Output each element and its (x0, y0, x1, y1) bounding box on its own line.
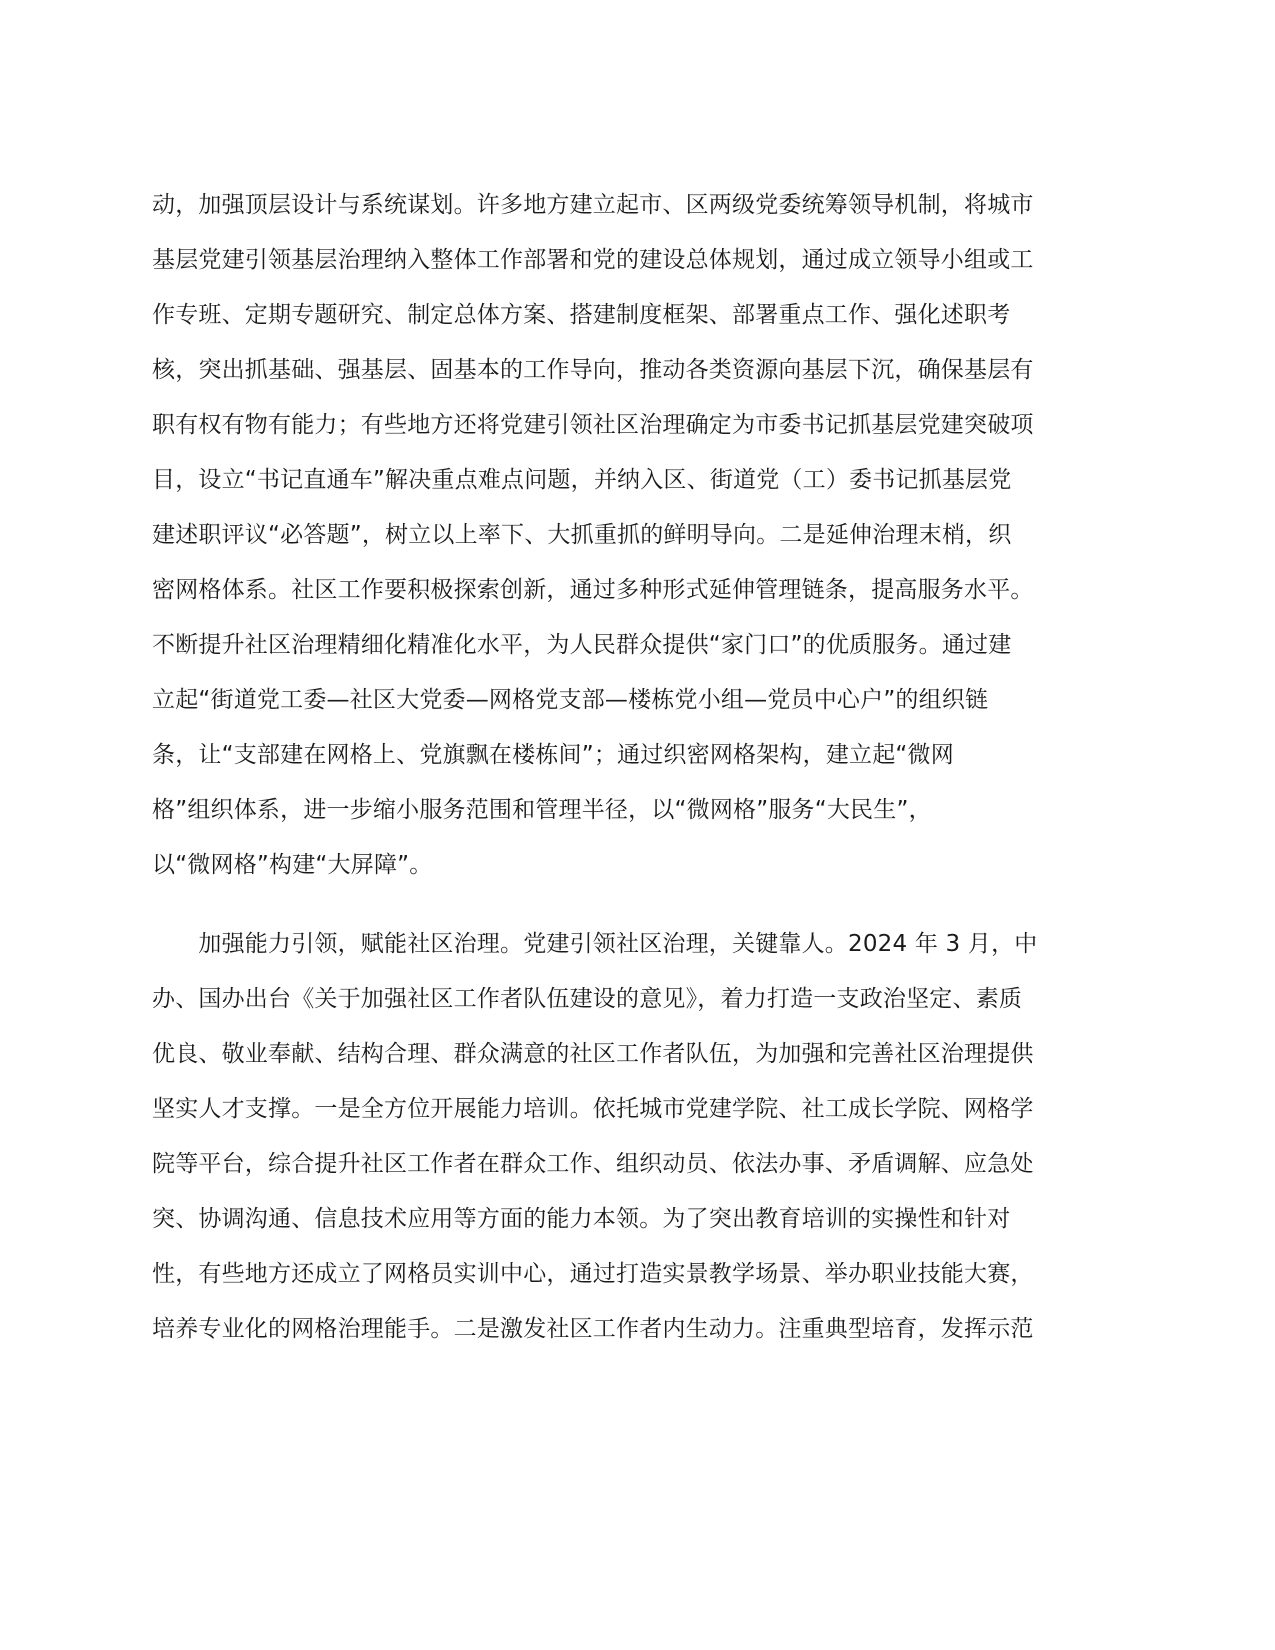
text-line: 基层党建引领基层治理纳入整体工作部署和党的建设总体规划，通过成立领导小组或工 (152, 247, 1034, 273)
text-line: 职有权有物有能力；有些地方还将党建引领社区治理确定为市委书记抓基层党建突破项 (152, 412, 1034, 438)
text-line: 以“微网格”构建“大屏障”。 (152, 852, 433, 878)
text-line: 建述职评议“必答题”，树立以上率下、大抓重抓的鲜明导向。二是延伸治理末梢，织 (152, 522, 1012, 548)
text-line: 密网格体系。社区工作要积极探索创新，通过多种形式延伸管理链条，提高服务水平。 (152, 577, 1034, 603)
text-line: 不断提升社区治理精细化精准化水平，为人民群众提供“家门口”的优质服务。通过建 (152, 632, 1012, 658)
text-line: 格”组织体系，进一步缩小服务范围和管理半径，以“微网格”服务“大民生”， (152, 797, 932, 823)
text-line: 目，设立“书记直通车”解决重点难点问题，并纳入区、街道党（工）委书记抓基层党 (152, 467, 1012, 493)
text-line: 性，有些地方还成立了网格员实训中心，通过打造实景教学场景、举办职业技能大赛， (152, 1261, 1034, 1287)
text-line: 动，加强顶层设计与系统谋划。许多地方建立起市、区两级党委统筹领导机制，将城市 (152, 192, 1034, 218)
text-line: 优良、敬业奉献、结构合理、群众满意的社区工作者队伍，为加强和完善社区治理提供 (152, 1041, 1034, 1067)
text-line: 培养专业化的网格治理能手。二是激发社区工作者内生动力。注重典型培育，发挥示范 (152, 1316, 1034, 1342)
text-line: 坚实人才支撑。一是全方位开展能力培训。依托城市党建学院、社工成长学院、网格学 (152, 1096, 1034, 1122)
text-line: 立起“街道党工委—社区大党委—网格党支部—楼栋党小组—党员中心户”的组织链 (152, 687, 989, 713)
paragraph-first-line: 加强能力引领，赋能社区治理。党建引领社区治理，关键靠人。2024 年 3 月，中 (152, 931, 1038, 957)
text-line: 核，突出抓基础、强基层、固基本的工作导向，推动各类资源向基层下沉，确保基层有 (152, 357, 1034, 383)
text-line: 条，让“支部建在网格上、党旗飘在楼栋间”；通过织密网格架构，建立起“微网 (152, 742, 954, 768)
text-line: 突、协调沟通、信息技术应用等方面的能力本领。为了突出教育培训的实操性和针对 (152, 1206, 1011, 1232)
text-line: 院等平台，综合提升社区工作者在群众工作、组织动员、依法办事、矛盾调解、应急处 (152, 1151, 1034, 1177)
text-line: 作专班、定期专题研究、制定总体方案、搭建制度框架、部署重点工作、强化述职考 (152, 302, 1011, 328)
text-line: 办、国办出台《关于加强社区工作者队伍建设的意见》，着力打造一支政治坚定、素质 (152, 986, 1023, 1012)
